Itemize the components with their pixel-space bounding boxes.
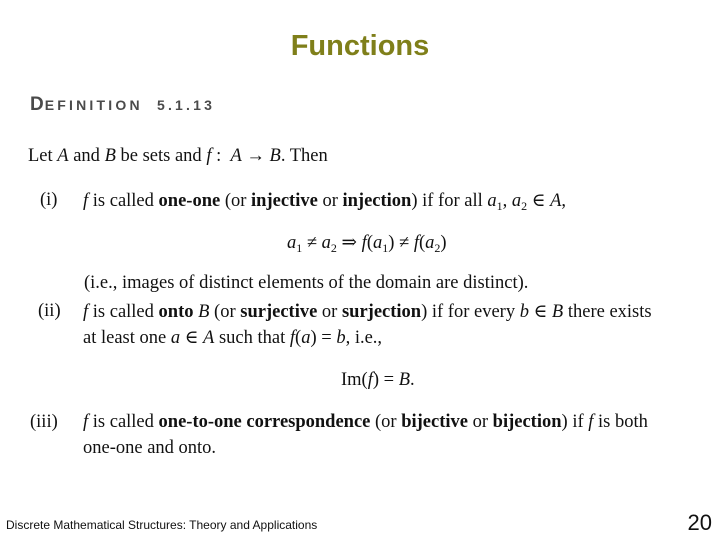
item-ii-formula: Im(f) = B. xyxy=(341,370,415,390)
item-i-note: (i.e., images of distinct elements of the domain are distinct). xyxy=(84,273,529,293)
definition-intro: Let A and B be sets and f : A → B. Then xyxy=(28,146,328,166)
definition-number: 5.1.13 xyxy=(156,97,216,113)
item-label-iii: (iii) xyxy=(30,412,58,432)
item-label-ii: (ii) xyxy=(38,301,61,321)
footer-book-title: Discrete Mathematical Structures: Theory and Applications xyxy=(6,518,318,532)
definition-heading-word: EFINITION xyxy=(44,97,143,113)
item-iii-text: f is called one-to-one correspondence (or bijective or bijection) if f is both xyxy=(83,412,648,432)
slide-title: Functions xyxy=(290,30,430,62)
page-number: 20 xyxy=(687,510,712,535)
definition-heading-initial: D xyxy=(30,94,45,115)
item-i-text: f is called one-one (or injective or injection) if for all $a_1$, $a_2$ ∈ A, xyxy=(83,191,567,213)
item-i-formula: $a_1 \ne a_2$ ⇒ $f(a_1) \ne f(a_2)$ xyxy=(287,233,447,255)
item-iii-continuation: one-one and onto. xyxy=(83,438,217,458)
item-label-i: (i) xyxy=(40,190,58,210)
item-ii-text: f is called onto B (or surjective or surjection) if for every b ∈ B there exists xyxy=(83,302,652,322)
definition-heading xyxy=(30,94,215,116)
item-ii-continuation: at least one a ∈ A such that f(a) = b, i.e., xyxy=(83,328,383,348)
